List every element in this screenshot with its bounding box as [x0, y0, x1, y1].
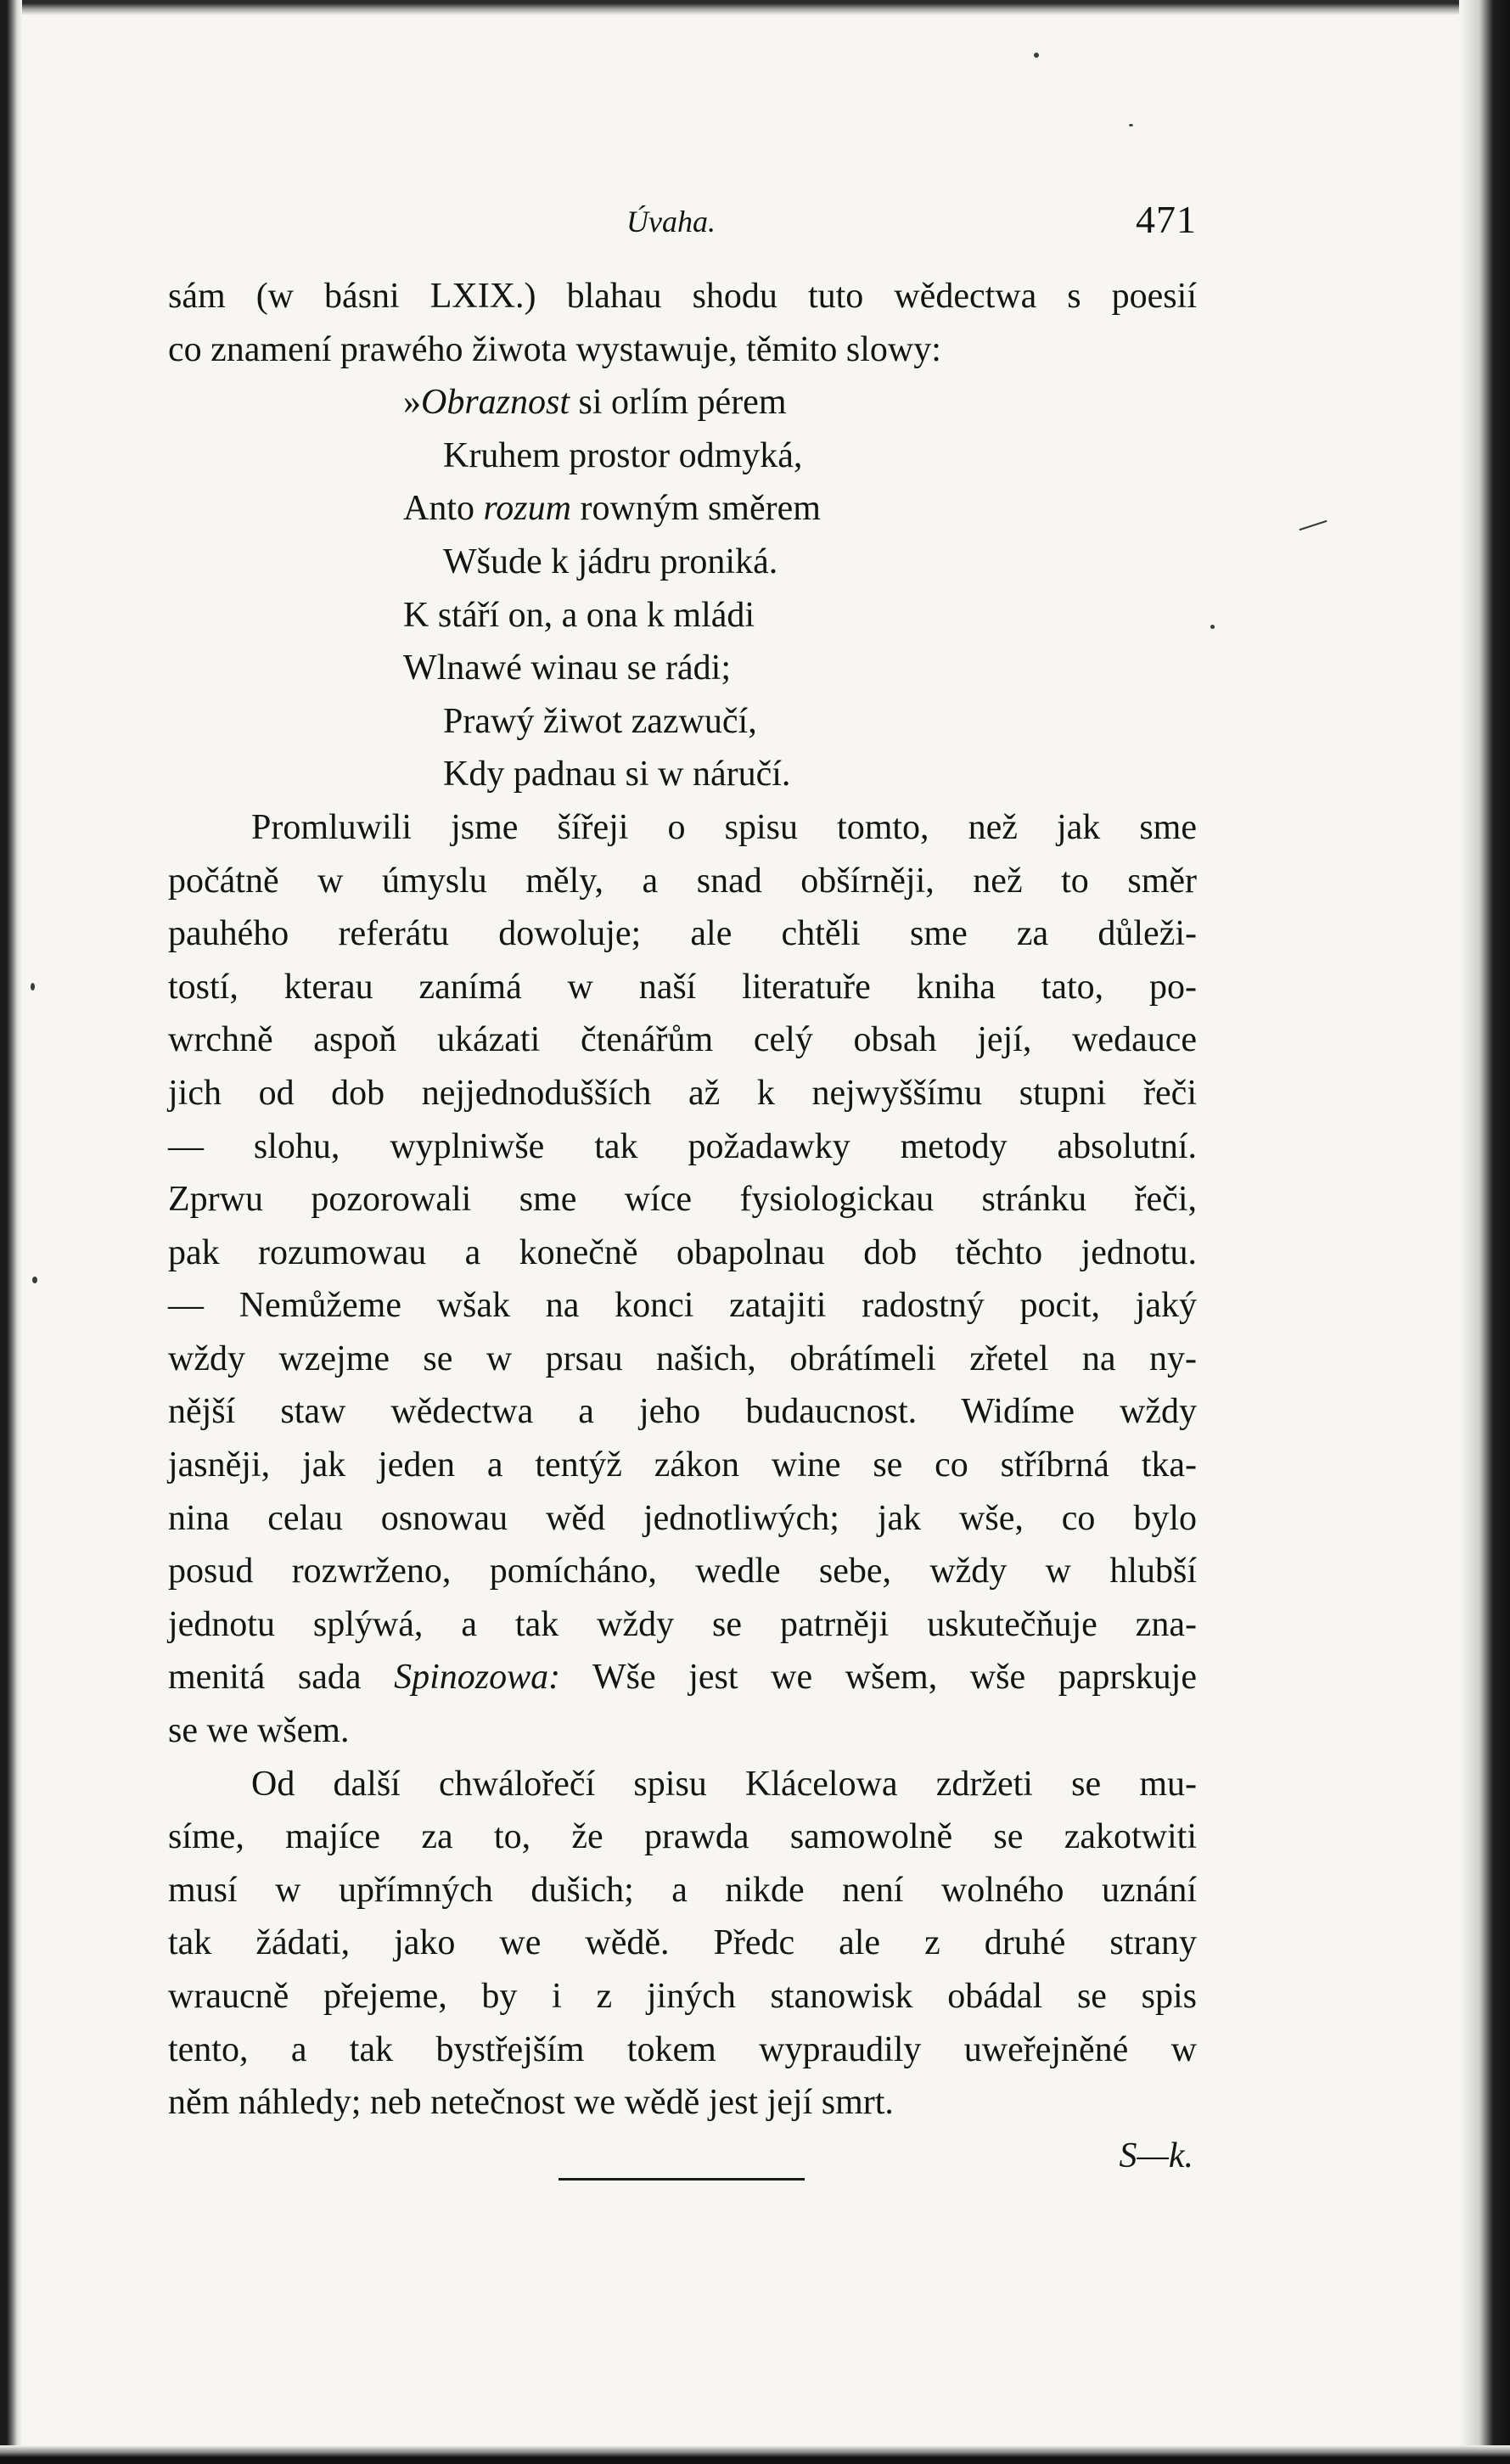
- verse-text: Anto: [403, 489, 484, 529]
- verse-line: Wlnawé winau se rádi;: [403, 648, 732, 688]
- scan-speck: [1034, 53, 1039, 58]
- text-line: tento, a tak bystřejším tokem wypraudily uweřejněné w: [168, 2029, 1197, 2069]
- paragraph-2: [168, 1758, 1197, 2130]
- text-line: se we wšem.: [168, 1711, 350, 1751]
- verse-line: Kruhem prostor odmyká,: [443, 435, 803, 475]
- paragraph-1: [168, 801, 1197, 1758]
- text-line: pak rozumowau a konečně obapolnau dob těchto jednotu.: [168, 1232, 1197, 1272]
- scan-border-right: [1459, 0, 1510, 2464]
- text-line: Od další chwálořečí spisu Klácelowa zdržeti se mu-: [251, 1764, 1197, 1804]
- text-line: nina celau osnowau wěd jednotliwých; jak wše, co bylo: [168, 1498, 1197, 1538]
- text-line: jich od dob nejjednodušších až k nejwyššímu stupni řeči: [168, 1073, 1197, 1113]
- scan-speck: [1299, 520, 1328, 530]
- verse-text: rowným směrem: [570, 489, 821, 529]
- author-signature: S—k.: [1119, 2136, 1193, 2175]
- text-line: wrchně aspoň ukázati čtenářům celý obsah její, wedauce: [168, 1020, 1197, 1060]
- running-title: Úvaha.: [626, 205, 716, 239]
- line-text: menitá sada: [168, 1658, 395, 1698]
- text-line: musí w upřímných dušich; a nikde není wolného uznání: [168, 1870, 1197, 1910]
- verse-line: [168, 482, 1197, 536]
- text-line: jednotu splýwá, a tak wždy se patrněji uskutečňuje zna-: [168, 1604, 1197, 1644]
- verse-line: K stáří on, a ona k mládi: [403, 595, 755, 635]
- text-line: nější staw wědectwa a jeho budaucnost. Widíme wždy: [168, 1392, 1197, 1432]
- page-header: [168, 194, 1197, 253]
- text-line: Promluwili jsme šířeji o spisu tomto, než jak sme: [251, 807, 1197, 847]
- text-line: něm náhledy; neb netečnost we wědě jest její smrt.: [168, 2083, 894, 2123]
- text-line: [168, 1651, 1197, 1704]
- poem-quote: [168, 376, 1197, 801]
- scan-border-left: [0, 0, 22, 2464]
- text-line: sám (w básni LXIX.) blahau shodu tuto wědectwa s poesií: [168, 277, 1197, 316]
- text-line: co znamení prawého žiwota wystawuje, těmito slowy:: [168, 329, 941, 369]
- verse-line: Prawý žiwot zazwučí,: [443, 701, 757, 741]
- section-divider-rule: [559, 2178, 805, 2181]
- text-line: tostí, kterau zanímá w naší literatuře kniha tato, po-: [168, 967, 1197, 1007]
- text-line: wraucně přejeme, by i z jiných stanowisk obádal se spis: [168, 1977, 1197, 2016]
- line-text: Wše jest we wšem, wše paprskuje: [560, 1658, 1197, 1698]
- scan-speck: [32, 1277, 37, 1283]
- text-line: — slohu, wyplniwše tak požadawky metody absolutní.: [168, 1126, 1197, 1166]
- text-line: síme, majíce za to, že prawda samowolně se zakotwiti: [168, 1817, 1197, 1857]
- text-line: posud rozwrženo, pomícháno, wedle sebe, wždy w hlubší: [168, 1552, 1197, 1591]
- verse-text: si orlím pérem: [570, 383, 787, 423]
- emphasis-word: Spinozowa:: [394, 1658, 561, 1698]
- text-line: počátně w úmyslu měly, a snad obšírněji, než to směr: [168, 861, 1197, 901]
- text-line: pauhého referátu dowoluje; ale chtěli sme za důleži-: [168, 914, 1197, 954]
- text-line: — Nemůžeme wšak na konci zatajiti radostný pocit, jaký: [168, 1286, 1197, 1326]
- page-body: [168, 270, 1197, 2182]
- emphasis-word: rozum: [483, 489, 571, 529]
- scan-border-top: [0, 0, 1510, 15]
- scan-speck: [1210, 625, 1215, 629]
- scan-speck: [1129, 124, 1133, 126]
- scan-border-bottom: [0, 2445, 1510, 2464]
- emphasis-word: Obraznost: [421, 383, 570, 423]
- scan-speck: [31, 983, 35, 991]
- text-line: tak žádati, jako we wědě. Předc ale z druhé strany: [168, 1923, 1197, 1963]
- text-line: wždy wzejme se w prsau našich, obrátímeli zřetel na ny-: [168, 1339, 1197, 1378]
- verse-line: Kdy padnau si w náručí.: [443, 755, 791, 794]
- verse-line: [168, 376, 1197, 429]
- page-number: 471: [1136, 198, 1197, 241]
- text-line: jasněji, jak jeden a tentýž zákon wine se co stříbrná tka-: [168, 1445, 1197, 1485]
- text-line: Zprwu pozorowali sme wíce fysiologickau stránku řeči,: [168, 1180, 1197, 1220]
- verse-line: Wšude k jádru proniká.: [443, 542, 778, 581]
- quote-mark: »: [403, 383, 421, 423]
